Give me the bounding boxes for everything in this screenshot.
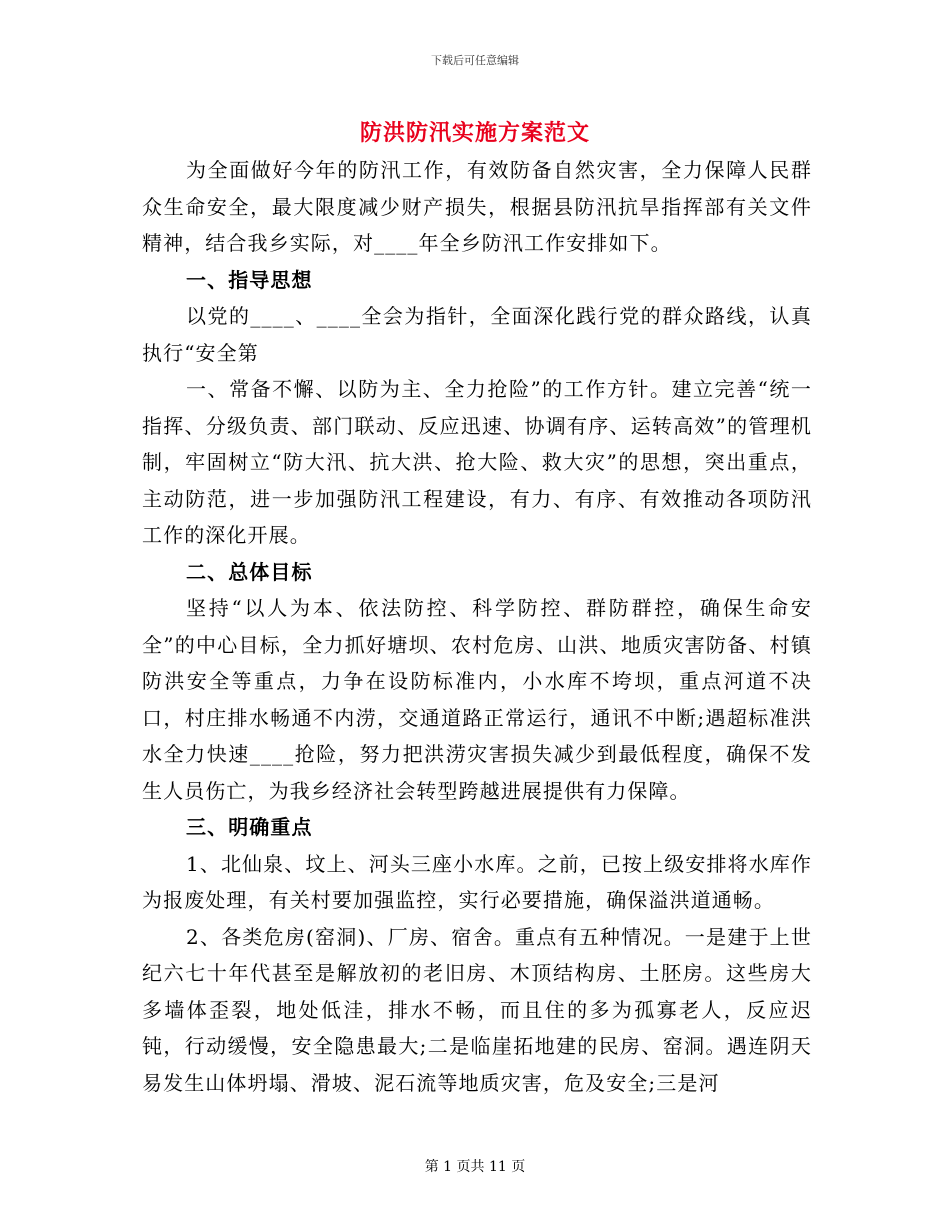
section-heading-overall-goal: 二、总体目标 (186, 559, 313, 584)
document-body (142, 152, 812, 1101)
paragraph: 一、常备不懈、以防为主、全力抢险”的工作方针。建立完善“统一指挥、分级负责、部门联动、反应迅速、协调有序、运转高效”的管理机制，牢固树立“防大汛、抗大洪、抢大险、救大灾”的思想，突出重点，主动防范，进一步加强防汛工程建设，有力、有序、有效推动各项防汛工作的深化开展。 (142, 377, 812, 547)
paragraph: 以党的____、____全会为指针，全面深化践行党的群众路线，认真执行“安全第 (142, 304, 812, 365)
section-heading-guiding-ideology: 一、指导思想 (186, 267, 313, 292)
paragraph: 坚持“以人为本、依法防控、科学防控、群防群控，确保生命安全”的中心目标，全力抓好塘坝、农村危房、山洪、地质灾害防备、村镇防洪安全等重点，力争在设防标准内，小水库不垮坝，重点河道不决口，村庄排水畅通不内涝，交通道路正常运行，通讯不中断;遇超标准洪水全力快速____抢险，努力把洪涝灾害损失减少到最低程度，确保不发生人员伤亡，为我乡经济社会转型跨越进展提供有力保障。 (142, 596, 812, 803)
paragraph: 2、各类危房(窑洞)、厂房、宿舍。重点有五种情况。一是建于上世纪六七十年代甚至是解放初的老旧房、木顶结构房、土胚房。这些房大多墙体歪裂，地处低洼，排水不畅，而且住的多为孤寡老人，反应迟钝，行动缓慢，安全隐患最大;二是临崖拓地建的民房、窑洞。遇连阴天易发生山体坍塌、滑坡、泥石流等地质灾害，危及安全;三是河 (142, 924, 812, 1095)
paragraph: 1、北仙泉、坟上、河头三座小水库。之前，已按上级安排将水库作为报废处理，有关村要加强监控，实行必要措施，确保溢洪道通畅。 (142, 851, 812, 912)
intro-paragraph: 为全面做好今年的防汛工作，有效防备自然灾害，全力保障人民群众生命安全，最大限度减少财产损失，根据县防汛抗旱指挥部有关文件精神，结合我乡实际，对____年全乡防汛工作安排如下。 (142, 158, 812, 255)
header-note: 下载后可任意编辑 (431, 54, 519, 67)
page-number: 第 1 页共 11 页 (424, 1159, 526, 1175)
section-heading-key-points: 三、明确重点 (186, 815, 313, 839)
document-title: 防洪防汛实施方案范文 (359, 120, 590, 146)
